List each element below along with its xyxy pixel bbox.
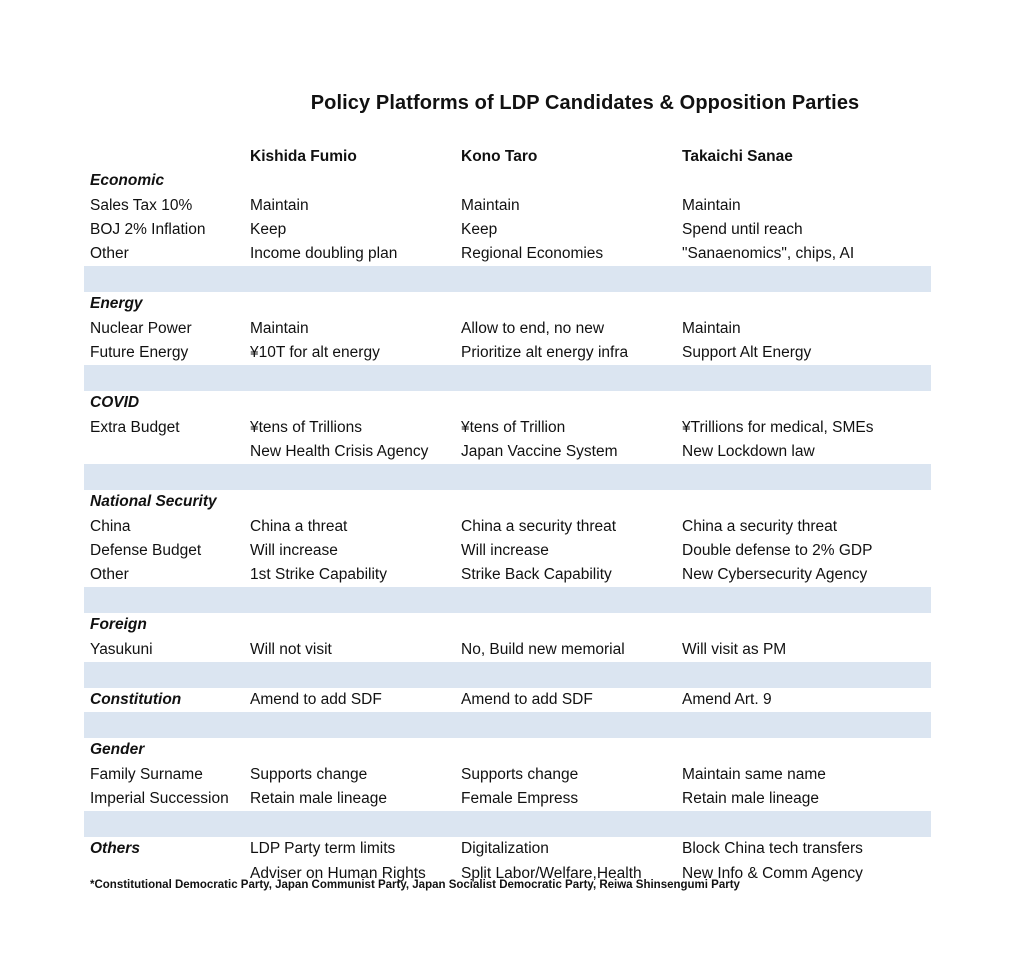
table-cell: Adviser on Human Rights: [250, 864, 426, 882]
table-cell: Will visit as PM: [682, 640, 787, 658]
section-label: Gender: [90, 741, 145, 759]
section-row: [84, 738, 931, 762]
section-label: Constitution: [90, 691, 182, 709]
table-cell: Will increase: [250, 541, 338, 559]
row-label: Defense Budget: [90, 541, 202, 559]
table-cell: Spend until reach: [682, 220, 803, 238]
row-label: Yasukuni: [90, 640, 153, 658]
table-cell: Will increase: [461, 541, 549, 559]
table-cell: "Sanaenomics", chips, AI: [682, 245, 855, 263]
table-cell: Female Empress: [461, 789, 579, 807]
table-cell: Supports change: [250, 765, 368, 783]
table-cell: Will not visit: [250, 640, 332, 658]
table-row: [84, 787, 931, 811]
table-cell: Amend to add SDF: [250, 691, 382, 709]
row-label: Future Energy: [90, 344, 189, 362]
table-cell: Retain male lineage: [682, 789, 820, 807]
section-row: [84, 837, 931, 861]
section-row: [84, 391, 931, 415]
table-row: [84, 515, 931, 539]
separator-band: [84, 662, 931, 688]
table-cell: Support Alt Energy: [682, 344, 812, 362]
row-label: Other: [90, 245, 129, 263]
table-row: [84, 317, 931, 341]
table-cell: China a security threat: [682, 517, 838, 535]
policy-table: [84, 145, 931, 886]
table-row: [84, 416, 931, 440]
table-cell: Maintain: [250, 196, 309, 214]
table-cell: Block China tech transfers: [682, 840, 863, 858]
table-cell: Japan Vaccine System: [461, 442, 618, 460]
table-cell: Retain male lineage: [250, 789, 388, 807]
column-header: Kishida Fumio: [250, 148, 357, 165]
section-row: [84, 169, 931, 193]
table-cell: 1st Strike Capability: [250, 566, 387, 584]
section-row: [84, 688, 931, 712]
table-cell: China a threat: [250, 517, 348, 535]
table-row: [84, 440, 931, 464]
column-header: Kono Taro: [461, 148, 538, 165]
table-row: [84, 341, 931, 365]
section-label: Energy: [90, 295, 143, 313]
table-cell: New Lockdown law: [682, 442, 815, 460]
separator-band: [84, 712, 931, 738]
row-label: Family Surname: [90, 765, 203, 783]
separator-band: [84, 266, 931, 292]
table-cell: Amend to add SDF: [461, 691, 593, 709]
table-row: [84, 218, 931, 242]
separator-band: [84, 587, 931, 613]
row-label: Sales Tax 10%: [90, 196, 193, 214]
row-label: Extra Budget: [90, 418, 180, 436]
page-title: Policy Platforms of LDP Candidates & Opposition Parties: [310, 92, 860, 114]
table-cell: LDP Party term limits: [250, 840, 396, 858]
separator-band: [84, 811, 931, 837]
table-cell: ¥Trillions for medical, SMEs: [682, 418, 874, 436]
table-cell: Income doubling plan: [250, 245, 398, 263]
table-cell: ¥10T for alt energy: [250, 344, 380, 362]
table-cell: Supports change: [461, 765, 579, 783]
table-row: [84, 563, 931, 587]
table-cell: Maintain same name: [682, 765, 826, 783]
section-label: National Security: [90, 493, 217, 511]
separator-band: [84, 365, 931, 391]
row-label: Nuclear Power: [90, 319, 192, 337]
section-row: [84, 490, 931, 514]
table-row: [84, 242, 931, 266]
table-cell: Maintain: [682, 196, 741, 214]
row-label: China: [90, 517, 131, 535]
table-cell: Maintain: [461, 196, 520, 214]
table-cell: Allow to end, no new: [461, 319, 605, 337]
section-row: [84, 613, 931, 637]
table-cell: Regional Economies: [461, 245, 604, 263]
header-row: [84, 145, 931, 169]
table-row: [84, 194, 931, 218]
row-label: Other: [90, 566, 129, 584]
table-cell: Strike Back Capability: [461, 566, 612, 584]
separator-band: [84, 464, 931, 490]
table-cell: No, Build new memorial: [461, 640, 625, 658]
table-row: [84, 763, 931, 787]
table-row: [84, 638, 931, 662]
table-cell: Prioritize alt energy infra: [461, 344, 629, 362]
footnote: *Constitutional Democratic Party, Japan Communist Party, Japan Socialist Democratic Party, Reiwa Shinsengumi Party: [90, 879, 740, 891]
section-label: Economic: [90, 172, 165, 190]
section-label: COVID: [90, 394, 140, 412]
table-cell: Digitalization: [461, 840, 549, 858]
row-label: Imperial Succession: [90, 789, 229, 807]
table-cell: New Cybersecurity Agency: [682, 566, 868, 584]
table-cell: China a security threat: [461, 517, 617, 535]
section-label: Others: [90, 840, 140, 858]
column-header: Takaichi Sanae: [682, 148, 793, 165]
row-label: BOJ 2% Inflation: [90, 220, 206, 238]
table-cell: Keep: [461, 220, 498, 238]
table-cell: Maintain: [682, 319, 741, 337]
table-cell: Amend Art. 9: [682, 691, 772, 709]
table-cell: New Health Crisis Agency: [250, 442, 429, 460]
section-label: Foreign: [90, 616, 147, 634]
section-row: [84, 292, 931, 316]
table-cell: ¥tens of Trillions: [250, 418, 362, 436]
table-cell: Keep: [250, 220, 287, 238]
table-cell: Maintain: [250, 319, 309, 337]
table-row: [84, 539, 931, 563]
table-cell: ¥tens of Trillion: [461, 418, 566, 436]
table-cell: Double defense to 2% GDP: [682, 541, 873, 559]
table-cell: New Info & Comm Agency: [682, 864, 863, 882]
table-cell: Split Labor/Welfare,Health: [461, 864, 642, 882]
